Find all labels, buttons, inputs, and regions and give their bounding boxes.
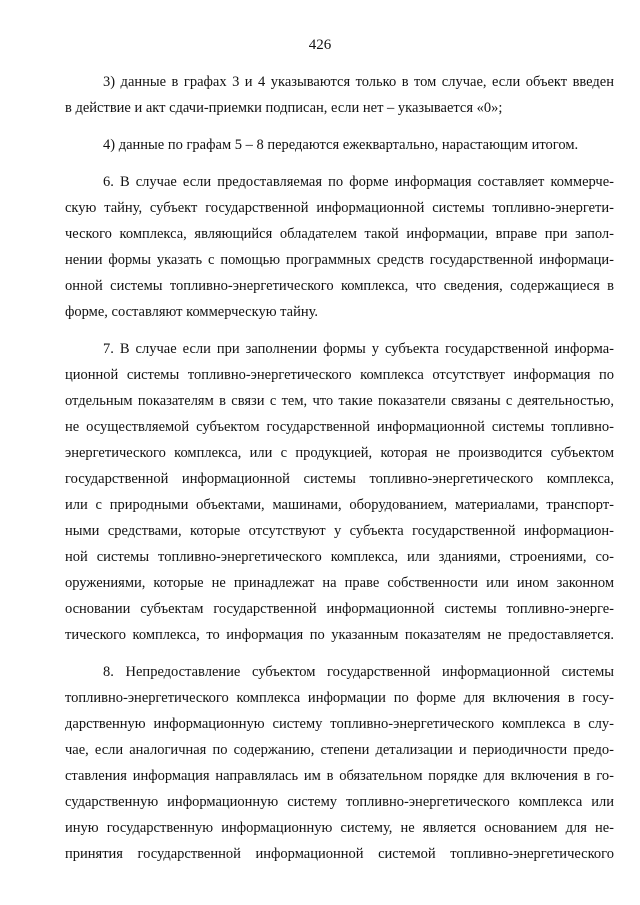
text-line: основании субъектам государственной информационной системы топливно-энерге- [65,601,614,617]
text-line: энергетического комплекса, или с продукцией, которая не производится субъектом [65,445,614,461]
text-line: принятия государственной информационной системой топливно-энергетического [65,846,614,862]
text-line: ставления информация направлялась им в обязательном порядке для включения в го- [65,768,614,784]
text-line: сударственную информационную систему топливно-энергетического комплекса или [65,794,614,810]
text-line: 8. Непредоставление субъектом государственной информационной системы [103,664,614,680]
paragraph-item-3 [65,69,614,121]
text-line: 6. В случае если предоставляемая по форме информация составляет коммерче- [103,174,614,190]
text-line: оружениями, которые не принадлежат на праве собственности или ином законном [65,575,614,591]
text-line: 4) данные по графам 5 – 8 передаются ежеквартально, нарастающим итогом. [103,137,579,153]
text-line: 3) данные в графах 3 и 4 указываются только в том случае, если объект введен [103,74,614,90]
text-line: иную государственную информационную систему, не является основанием для не- [65,820,614,836]
text-line: или с природными объектами, машинами, оборудованием, материалами, транспорт- [65,497,614,513]
document-body [65,69,614,878]
paragraph-point-6 [65,169,614,325]
text-line: тического комплекса, то информация по указанным показателям не предоставляется. [65,627,614,643]
text-line: онной системы топливно-энергетического комплекса, что сведения, содержащиеся в [65,278,614,294]
text-line: не осуществляемой субъектом государственной информационной системы топливно- [65,419,614,435]
text-line: ной системы топливно-энергетического комплекса, или зданиями, строениями, со- [65,549,614,565]
paragraph-point-7 [65,336,614,648]
text-line: отдельным показателям в связи с тем, что такие показатели связаны с деятельностью, [65,393,614,409]
text-line: скую тайну, субъект государственной информационной системы топливно-энергети- [65,200,614,216]
paragraph-point-8 [65,659,614,867]
paragraph-item-4 [65,132,614,158]
text-line: 7. В случае если при заполнении формы у субъекта государственной информа- [103,341,614,357]
text-line: нении формы указать с помощью программных средств государственной информаци- [65,252,614,268]
page-number: 426 [308,37,332,53]
text-line: ционной системы топливно-энергетического комплекса отсутствует информация по [65,367,614,383]
text-line: в действие и акт сдачи-приемки подписан, если нет – указывается «0»; [65,100,503,116]
text-line: чае, если аналогичная по содержанию, степени детализации и периодичности предо- [65,742,614,758]
text-line: дарственную информационную систему топливно-энергетического комплекса в слу- [65,716,614,732]
text-line: ными средствами, которые отсутствуют у субъекта государственной информацион- [65,523,614,539]
text-line: форме, составляют коммерческую тайну. [65,304,319,320]
text-line: государственной информационной системы топливно-энергетического комплекса, [65,471,614,487]
text-line: топливно-энергетического комплекса информации по форме для включения в госу- [65,690,614,706]
text-line: ческого комплекса, являющийся обладателем такой информации, вправе при запол- [65,226,614,242]
